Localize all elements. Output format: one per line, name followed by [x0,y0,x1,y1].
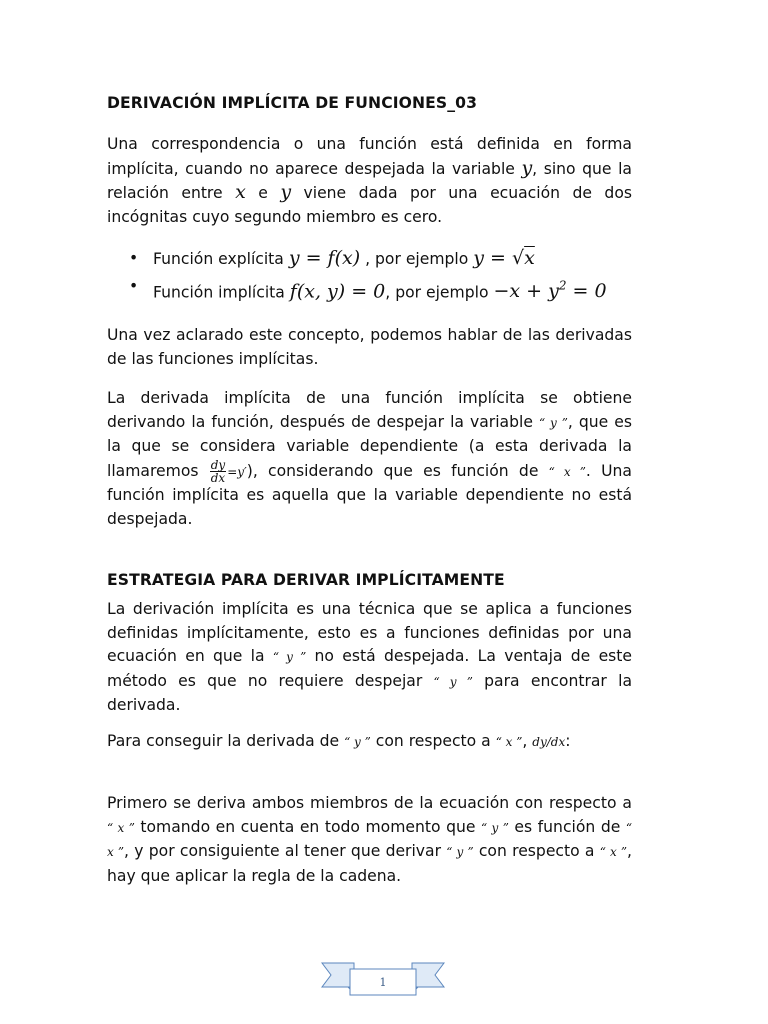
quoted-x: “ x ” [107,820,135,835]
page-number-ribbon [320,957,446,997]
p6-text-2: tomando en cuenta en todo momento que [134,817,482,836]
implicit-example [493,280,606,302]
p6-text-1: Primero se deriva ambos miembros de la ecuación con respecto a [107,794,632,813]
intro-text-2: , sino que la relación entre [107,159,632,202]
p5-text-3: , [522,731,533,750]
example-prefix: −x + y [493,280,559,303]
quoted-y: “ y ” [481,820,509,835]
bullet-label: Función implícita [153,283,290,302]
bullet-mid-text: , por ejemplo [385,283,494,302]
p5-text-1: Para conseguir la derivada de [107,731,345,750]
quoted-x-2: “ x ” [107,820,632,860]
list-item-explicit [129,245,632,273]
intro-text-4: viene dada por una ecuación de dos incógnitas cuyo segundo miembro es cero. [107,184,632,226]
p3-text-1: La derivada implícita de una función implícita se obtiene derivando la función, después de despejar la variable [107,389,632,431]
quoted-y: “ y ” [272,650,307,665]
section-title-strategy: ESTRATEGIA PARA DERIVAR IMPLÍCITAMENTE [107,571,505,590]
document-title: DERIVACIÓN IMPLÍCITA DE FUNCIONES_03 [107,94,478,112]
p5-text-4: : [565,731,571,750]
explicit-example [473,247,535,269]
p6-text-5: con respecto a [473,842,600,861]
dy-dx-fraction [210,459,226,484]
fraction-denominator: dx [210,470,226,485]
example-suffix: = 0 [566,280,607,303]
p3-text-2: , que es la que se considera variable dependiente (a esta derivada la llamaremos [107,412,632,480]
quoted-y: “ y ” [344,734,371,749]
p6-text-4: , y por consiguiente al tener que derivar [124,842,447,861]
paragraph-strategy [107,598,632,718]
bullet-label: Función explícita [153,250,289,268]
implicit-formula: f(x, y) = 0 [289,280,386,303]
example-prefix: y = [473,247,512,269]
quoted-y: “ y ” [538,415,568,430]
page-number: 1 [379,976,387,989]
intro-paragraph [107,133,632,229]
function-types-list [107,245,632,306]
example-exponent: 2 [558,279,567,293]
document-page [107,92,632,888]
p4-text-2: no está despejada. La ventaja de este método es que no requiere despejar [107,647,632,690]
var-x: x [235,181,246,203]
p6-text-6: , hay que aplicar la regla de la cadena. [107,842,632,885]
fraction-equals-yprime: =y′ [227,464,247,479]
var-y-2: y [280,181,292,203]
explicit-formula: y = f(x) [288,247,361,269]
p6-text-3: es función de [508,817,626,836]
sqrt-radicand: x [524,247,535,269]
quoted-y-2: “ y ” [433,674,473,689]
paragraph-derivative-goal [107,730,632,755]
bullet-mid-text: , por ejemplo [360,250,474,268]
dy-dx-notation: dy/dx [532,734,566,749]
quoted-x: “ x ” [548,464,586,479]
p4-text-3: para encontrar la derivada. [107,671,632,715]
quoted-y-2: “ y ” [446,845,474,860]
intro-text-3: e [245,184,281,202]
var-y: y [521,156,533,179]
paragraph-implicit-derivative [107,387,632,531]
list-item-implicit [129,273,632,306]
paragraph-procedure [107,792,632,888]
sqrt-symbol: √ [512,247,525,269]
quoted-x: “ x ” [495,734,523,749]
intro-text-1: Una correspondencia o una función está definida en forma implícita, cuando no aparece despejada la variable [107,135,632,178]
p5-text-2: con respecto a [370,731,496,750]
paragraph-concept: Una vez aclarado este concepto, podemos hablar de las derivadas de las funciones implícitas. [107,326,632,368]
p3-text-3: ), considerando que es función de [246,461,549,480]
p3-text-4: . Una función implícita es aquella que la variable dependiente no está despejada. [107,461,632,528]
p4-text-1: La derivación implícita es una técnica que se aplica a funciones definidas implícitamente, esto es a funciones definidas por una ecuación en que la [107,600,632,666]
quoted-x-3: “ x ” [599,845,628,860]
fraction-numerator: dy [210,457,226,472]
